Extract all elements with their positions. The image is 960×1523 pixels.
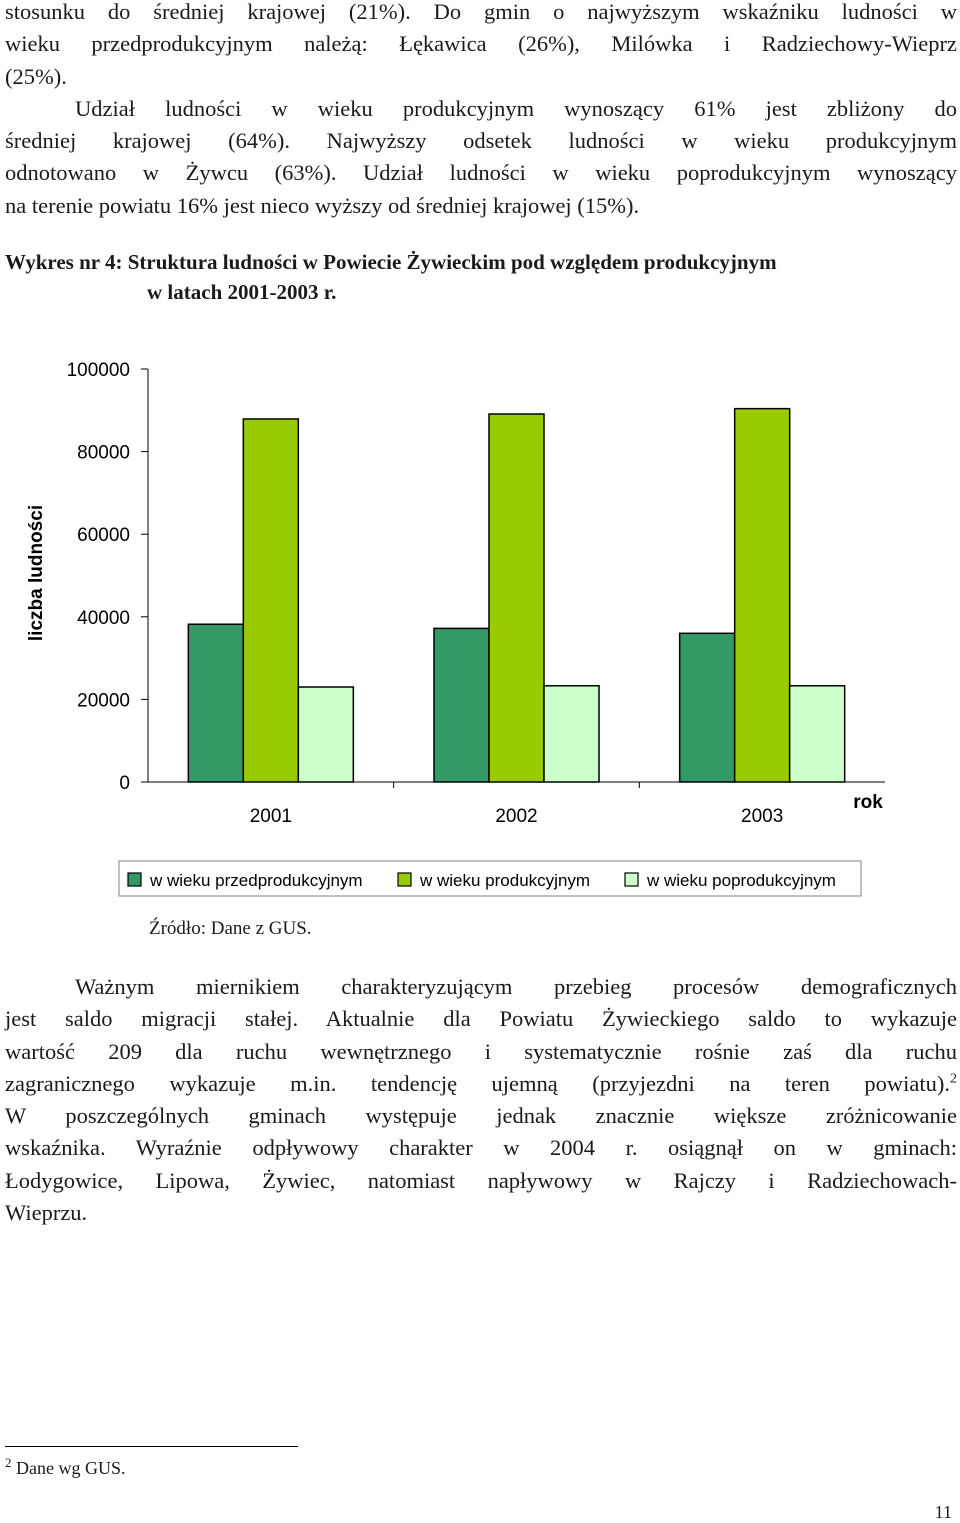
text-line: Wieprzu. [5, 1200, 88, 1226]
x-tick-label: 2002 [495, 806, 538, 827]
bar-2003-1 [680, 633, 735, 782]
legend-label-3: w wieku poprodukcyjnym [647, 871, 836, 890]
figure-title [5, 247, 945, 307]
text-line-content: zagranicznego wykazuje m.in. tendencję ujemną (przyjezdni na teren powiatu). [5, 1070, 950, 1096]
y-tick-label: 40000 [77, 607, 130, 629]
paragraph-migration [5, 971, 957, 1229]
bar-2002-3 [544, 686, 599, 782]
paragraph-working-age [5, 93, 957, 222]
y-tick-label: 0 [119, 773, 130, 794]
bar-2003-3 [790, 686, 845, 782]
text-line: odnotowano w Żywcu (63%). Udział ludności w wieku poprodukcyjnym wynoszący [5, 160, 957, 186]
paragraph-continuation [5, 0, 957, 93]
legend-label-1: w wieku przedprodukcyjnym [150, 871, 363, 890]
bottom-paragraph [5, 971, 957, 1229]
text-line: Łodygowice, Lipowa, Żywiec, natomiast napływowy w Rajczy i Radziechowach- [5, 1167, 957, 1193]
bar-chart [0, 340, 960, 910]
legend-label-2: w wieku produkcyjnym [420, 871, 591, 890]
text-line: Udział ludności w wieku produkcyjnym wynoszący 61% jest zbliżony do [75, 95, 957, 121]
x-axis-title: rok [853, 792, 883, 813]
text-line: (25%). [5, 63, 67, 89]
legend-swatch-2 [398, 873, 411, 886]
figure-source: Źródło: Dane z GUS. [149, 918, 312, 939]
figure-title-line1: Wykres nr 4: Struktura ludności w Powiecie Żywieckim pod względem produkcyjnym [5, 250, 777, 274]
y-tick-label: 100000 [66, 360, 130, 381]
footnote [5, 1455, 126, 1479]
bar-2001-1 [188, 624, 243, 782]
y-axis-title: liczba ludności [26, 504, 47, 642]
bar-2002-1 [434, 628, 489, 782]
bar-2002-2 [489, 414, 544, 782]
text-line: na terenie powiatu 16% jest nieco wyższy od średniej krajowej (15%). [5, 192, 640, 218]
text-line: jest saldo migracji stałej. Aktualnie dla Powiatu Żywieckiego saldo to wykazuje [5, 1006, 957, 1032]
bar-2001-2 [243, 419, 298, 782]
legend-swatch-3 [625, 873, 638, 886]
text-line: W poszczególnych gminach występuje jednak znacznie większe zróżnicowanie [5, 1103, 957, 1129]
text-line [5, 1068, 957, 1100]
y-tick-label: 60000 [77, 525, 130, 547]
x-tick-label: 2003 [741, 806, 784, 827]
text-line: Ważnym miernikiem charakteryzującym przebieg procesów demograficznych [75, 974, 957, 999]
y-tick-label: 80000 [77, 442, 130, 464]
footnote-divider [5, 1446, 298, 1447]
top-paragraphs [5, 0, 957, 222]
text-line: wieku przedprodukcyjnym należą: Łękawica (26%), Milówka i Radziechowy-Wieprz [5, 31, 957, 57]
legend-swatch-1 [128, 873, 141, 886]
page-number: 11 [934, 1502, 952, 1522]
text-line: średniej krajowej (64%). Najwyższy odsetek ludności w wieku produkcyjnym [5, 128, 957, 154]
text-line: stosunku do średniej krajowej (21%). Do gmin o najwyższym wskaźniku ludności w [5, 0, 957, 24]
footnote-text: Dane wg GUS. [16, 1458, 126, 1478]
bar-2003-2 [735, 409, 790, 782]
footnote-ref[interactable]: 2 [950, 1071, 957, 1087]
y-tick-label: 20000 [77, 690, 130, 712]
x-tick-label: 2001 [249, 806, 292, 827]
text-line: wskaźnika. Wyraźnie odpływowy charakter w 2004 r. osiągnął on w gminach: [5, 1135, 957, 1161]
text-line: wartość 209 dla ruchu wewnętrznego i systematycznie rośnie zaś dla ruchu [5, 1038, 957, 1064]
figure-title-line2: w latach 2001-2003 r. [147, 280, 337, 304]
bar-2001-3 [298, 687, 353, 782]
footnote-number: 2 [5, 1455, 12, 1470]
